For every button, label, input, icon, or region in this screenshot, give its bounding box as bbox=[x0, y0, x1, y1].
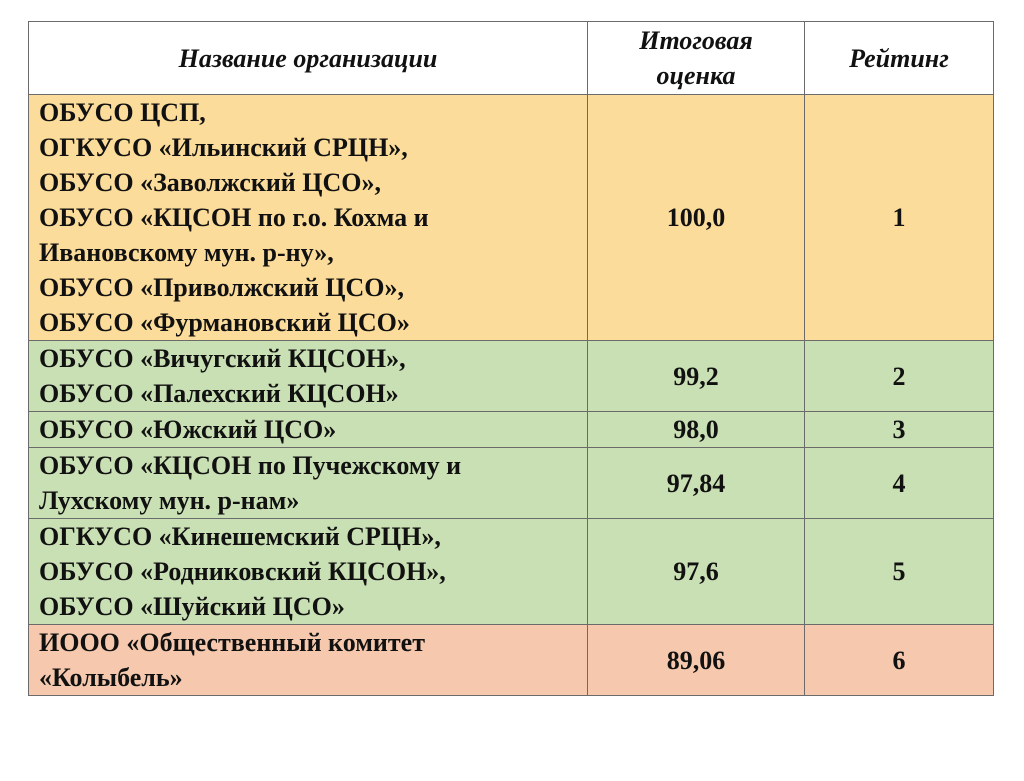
org-cell bbox=[29, 412, 588, 448]
org-name: «Колыбель» bbox=[39, 663, 183, 692]
org-cell bbox=[29, 625, 588, 696]
score-cell: 98,0 bbox=[588, 412, 805, 448]
rank-cell: 5 bbox=[805, 519, 994, 625]
table-row bbox=[29, 519, 994, 625]
org-name: ОГКУСО «Кинешемский СРЦН», bbox=[39, 522, 441, 551]
rank-cell: 1 bbox=[805, 95, 994, 341]
org-name: ОБУСО «Вичугский КЦСОН», bbox=[39, 344, 406, 373]
org-name: ОБУСО «КЦСОН по г.о. Кохма и bbox=[39, 203, 429, 232]
header-total-score-line2: оценка bbox=[656, 61, 736, 90]
org-name: ОБУСО ЦСП, bbox=[39, 98, 206, 127]
org-name: ОБУСО «Южский ЦСО» bbox=[39, 415, 337, 444]
score-cell: 97,6 bbox=[588, 519, 805, 625]
org-name: ОБУСО «Родниковский КЦСОН», bbox=[39, 557, 446, 586]
table-row bbox=[29, 448, 994, 519]
rank-cell: 4 bbox=[805, 448, 994, 519]
org-name: Лухскому мун. р-нам» bbox=[39, 486, 300, 515]
org-cell bbox=[29, 519, 588, 625]
org-name: Ивановскому мун. р-ну», bbox=[39, 238, 334, 267]
rating-table bbox=[28, 21, 994, 696]
score-cell: 89,06 bbox=[588, 625, 805, 696]
score-cell: 99,2 bbox=[588, 341, 805, 412]
score-cell: 100,0 bbox=[588, 95, 805, 341]
rank-cell: 6 bbox=[805, 625, 994, 696]
table-row bbox=[29, 625, 994, 696]
org-cell bbox=[29, 448, 588, 519]
org-name: ИООО «Общественный комитет bbox=[39, 628, 425, 657]
org-name: ОБУСО «КЦСОН по Пучежскому и bbox=[39, 451, 462, 480]
header-rating: Рейтинг bbox=[805, 22, 994, 95]
rank-cell: 3 bbox=[805, 412, 994, 448]
score-cell: 97,84 bbox=[588, 448, 805, 519]
header-row bbox=[29, 22, 994, 95]
org-name: ОБУСО «Палехский КЦСОН» bbox=[39, 379, 399, 408]
org-name: ОБУСО «Шуйский ЦСО» bbox=[39, 592, 345, 621]
org-name: ОБУСО «Заволжский ЦСО», bbox=[39, 168, 381, 197]
header-org-name: Название организации bbox=[29, 22, 588, 95]
org-name: ОБУСО «Приволжский ЦСО», bbox=[39, 273, 404, 302]
header-total-score bbox=[588, 22, 805, 95]
org-cell bbox=[29, 341, 588, 412]
table-row bbox=[29, 95, 994, 341]
org-name: ОГКУСО «Ильинский СРЦН», bbox=[39, 133, 408, 162]
header-total-score-line1: Итоговая bbox=[639, 26, 753, 55]
table-row bbox=[29, 412, 994, 448]
rank-cell: 2 bbox=[805, 341, 994, 412]
org-name: ОБУСО «Фурмановский ЦСО» bbox=[39, 308, 410, 337]
table-row bbox=[29, 341, 994, 412]
org-cell bbox=[29, 95, 588, 341]
